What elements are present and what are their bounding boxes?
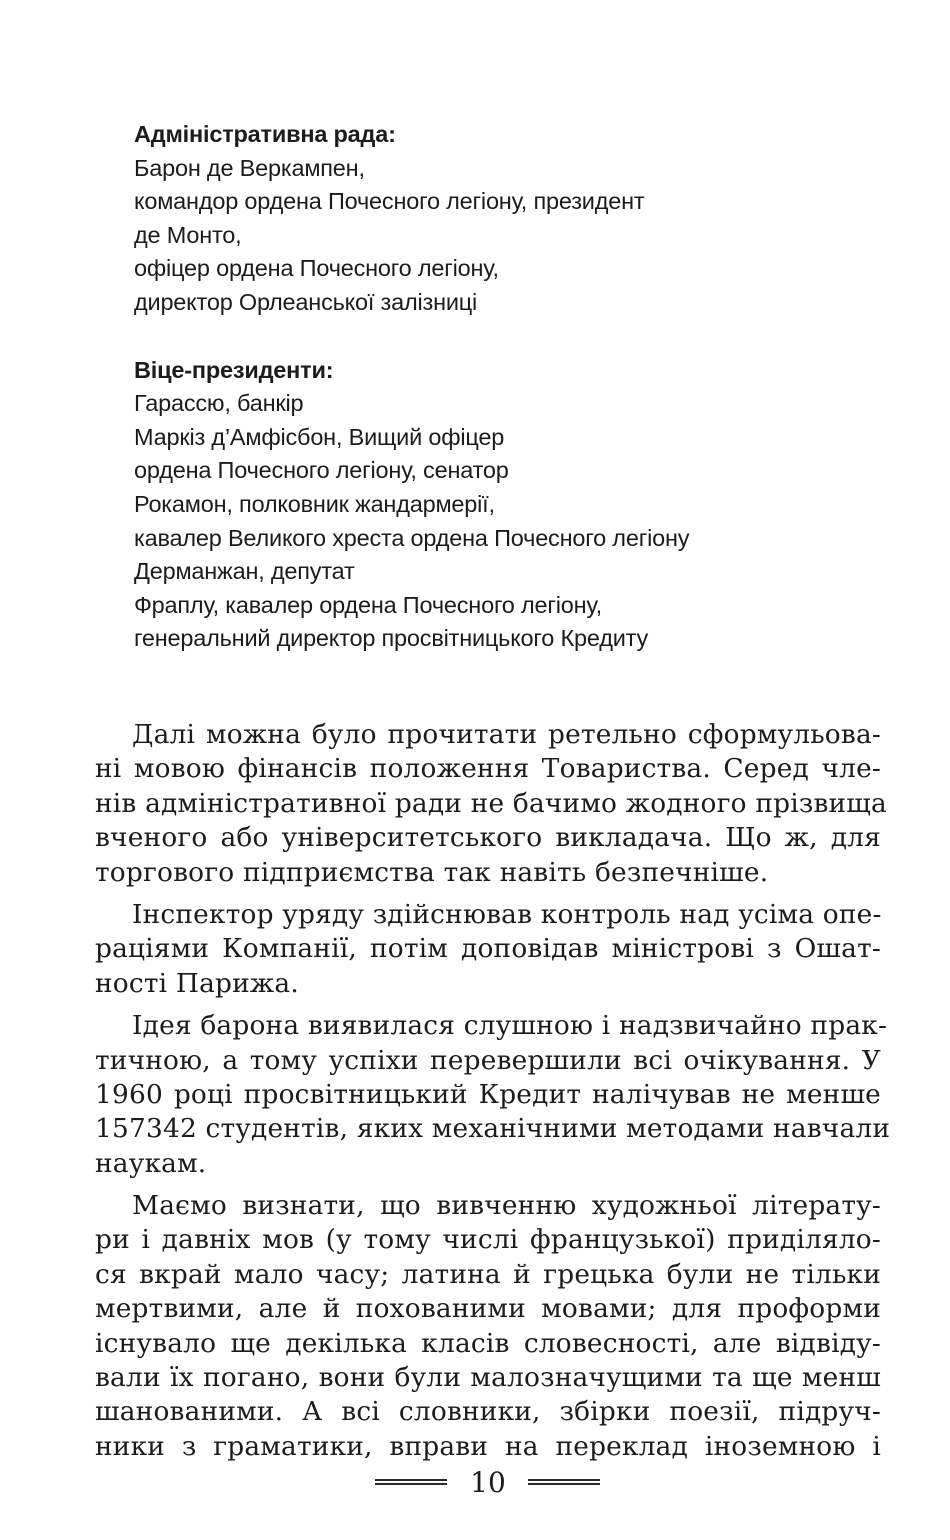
- board-members-list: [134, 118, 874, 656]
- paragraph: [95, 898, 881, 1001]
- footer-rule-left: [375, 1479, 447, 1485]
- admin-board-line: офіцер ордена Почесного легіону,: [134, 255, 499, 282]
- text-line: тичною, а тому успіхи перевершили всі очікування. У: [95, 1044, 881, 1076]
- admin-board-heading: Адміністративна рада:: [134, 121, 396, 147]
- vice-president-line: Фраплу, кавалер ордена Почесного легіону,: [134, 591, 602, 618]
- text-line: торгового підприємства так навіть безпечніше.: [95, 856, 769, 888]
- text-line: існувало ще декілька класів словесності, але відвіду-: [95, 1327, 881, 1359]
- text-line: вали їх погано, вони були малозначущими та ще менш: [95, 1362, 881, 1394]
- text-line: раціями Компанії, потім доповідав міністрові з Ошат-: [95, 933, 881, 965]
- body-text: [95, 718, 891, 1472]
- text-line: наукам.: [95, 1147, 207, 1179]
- vice-president-line: Рокамон, полковник жандармерії,: [134, 490, 495, 517]
- page-footer: [0, 1466, 950, 1506]
- text-line: 1960 році просвітницький Кредит налічував не менше: [95, 1078, 881, 1110]
- text-line: вченого або університетського викладача. Що ж, для: [95, 822, 881, 854]
- text-line: шанованими. А всі словники, збірки поезії, підруч-: [95, 1396, 881, 1428]
- vice-presidents-heading: Віце-президенти:: [134, 356, 334, 383]
- text-line: Ідея барона виявилася слушною і надзвичайно прак-: [132, 1010, 888, 1042]
- text-line: Маємо визнати, що вивченню художньої літерату-: [132, 1190, 881, 1222]
- vice-president-line: генеральний директор просвітницького Кредиту: [134, 625, 649, 652]
- vice-president-line: кавалер Великого хреста ордена Почесного легіону: [134, 524, 690, 551]
- admin-board-line: директор Орлеанської залізниці: [134, 288, 478, 315]
- text-line: ники з граматики, вправи на переклад іноземною і: [95, 1430, 881, 1462]
- paragraph: [95, 718, 887, 890]
- footer-rule-right: [528, 1479, 600, 1485]
- text-line: Інспектор уряду здійснював контроль над усіма опе-: [132, 898, 882, 930]
- text-line: Далі можна було прочитати ретельно сформульова-: [132, 719, 881, 750]
- page-number: 10: [470, 1466, 506, 1499]
- paragraph: [95, 1009, 891, 1181]
- admin-board-line: Барон де Веркампен,: [134, 154, 365, 181]
- text-line: ри і давніх мов (у тому числі французької) приділяло-: [95, 1224, 881, 1256]
- text-line: ся вкрай мало часу; латина й грецька були не тільки: [95, 1258, 881, 1290]
- text-line: ності Парижа.: [95, 967, 299, 999]
- admin-board-line: командор ордена Почесного легіону, президент: [134, 188, 645, 215]
- admin-board-line: де Монто,: [134, 221, 242, 248]
- vice-president-line: Дерманжан, депутат: [134, 558, 355, 585]
- section-gap: [134, 320, 874, 354]
- text-line: 157342 студентів, яких механічними методами навчали: [95, 1113, 891, 1145]
- paragraph: [95, 1189, 881, 1464]
- text-line: нів адміністративної ради не бачимо жодного прізвища: [95, 787, 887, 819]
- vice-president-line: Гарассю, банкір: [134, 390, 304, 417]
- vice-president-line: Маркіз д’Амфісбон, Вищий офіцер: [134, 423, 505, 450]
- vice-president-line: ордена Почесного легіону, сенатор: [134, 457, 509, 484]
- text-line: ні мовою фінансів положення Товариства. Серед чле-: [95, 753, 881, 785]
- text-line: мертвими, але й похованими мовами; для проформи: [95, 1293, 881, 1325]
